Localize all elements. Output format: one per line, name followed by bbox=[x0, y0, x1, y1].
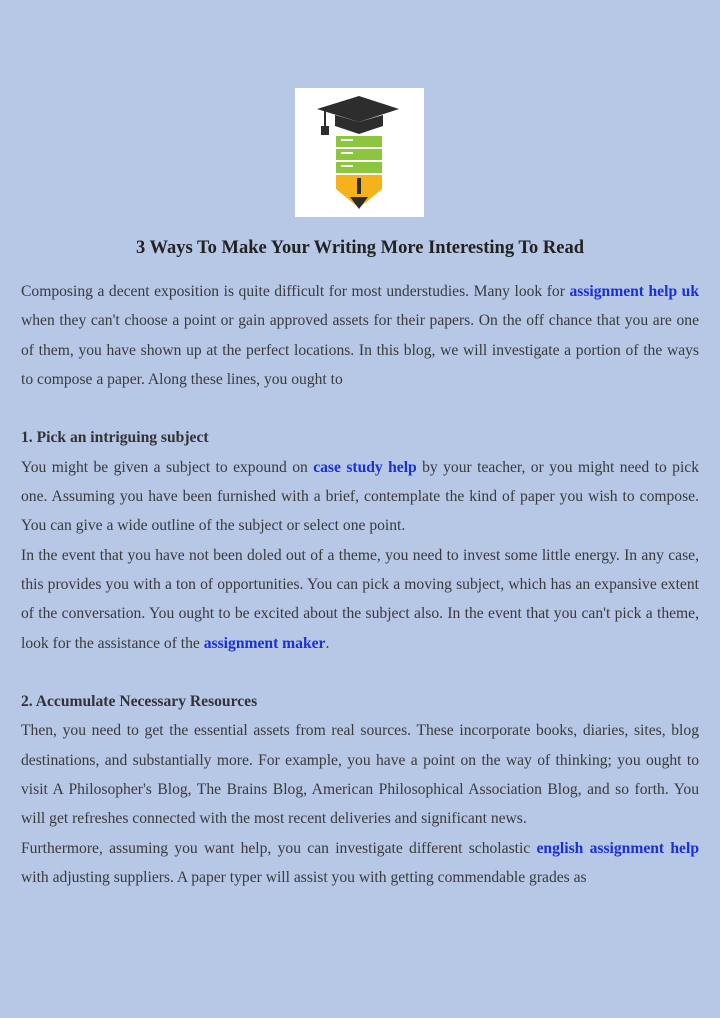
section2-paragraph-2: Furthermore, assuming you want help, you can investigate different scholastic english assignment help with adjusting suppliers. A paper typer will assist you with getting commendable grades as bbox=[21, 839, 699, 886]
section1-paragraph-2: In the event that you have not been doled out of a theme, you need to invest some little energy. In any case, this provides you with a ton of opportunities. You can pick a moving subject, which has an expansive extent of the conversation. You ought to be excited about the subject also. In the event that you can't pick a theme, look for the assistance of the assignment maker. bbox=[21, 546, 699, 652]
assignment-maker-link[interactable]: assignment maker bbox=[203, 634, 326, 652]
case-study-help-link[interactable]: case study help bbox=[313, 458, 417, 476]
logo bbox=[295, 88, 424, 217]
intro-paragraph: Composing a decent exposition is quite difficult for most understudies. Many look for assignment help uk when they can't choose a point or gain approved assets for their papers. On the off chance that you are one of them, you have shown up at the perfect locations. In this blog, we will investigate a portion of the ways to compose a paper. Along these lines, you ought to bbox=[21, 283, 699, 388]
section2-paragraph-1: Then, you need to get the essential assets from real sources. These incorporate books, diaries, sites, blog destinations, and substantially more. For example, you have a point on the way of thinking; you ought to visit A Philosopher's Blog, The Brains Blog, American Philosophical Association Blog, and so forth. You will get refreshes connected with the most recent deliveries and significant news. bbox=[21, 722, 699, 828]
page-title: 3 Ways To Make Your Writing More Interesting To Read bbox=[135, 238, 584, 258]
article-body bbox=[21, 277, 699, 892]
english-assignment-help-link[interactable]: english assignment help bbox=[536, 839, 699, 857]
section-heading-2: 2. Accumulate Necessary Resources bbox=[21, 693, 258, 711]
assignment-help-uk-link[interactable]: assignment help uk bbox=[569, 283, 699, 300]
section-heading-1: 1. Pick an intriguing subject bbox=[21, 429, 209, 447]
graduation-cap-pencil-icon bbox=[295, 88, 424, 217]
section1-paragraph-1: You might be given a subject to expound on case study help by your teacher, or you might need to pick one. Assuming you have been furnished with a brief, contemplate the kind of paper you wish to compose. You can give a wide outline of the subject or select one point. bbox=[21, 458, 700, 535]
